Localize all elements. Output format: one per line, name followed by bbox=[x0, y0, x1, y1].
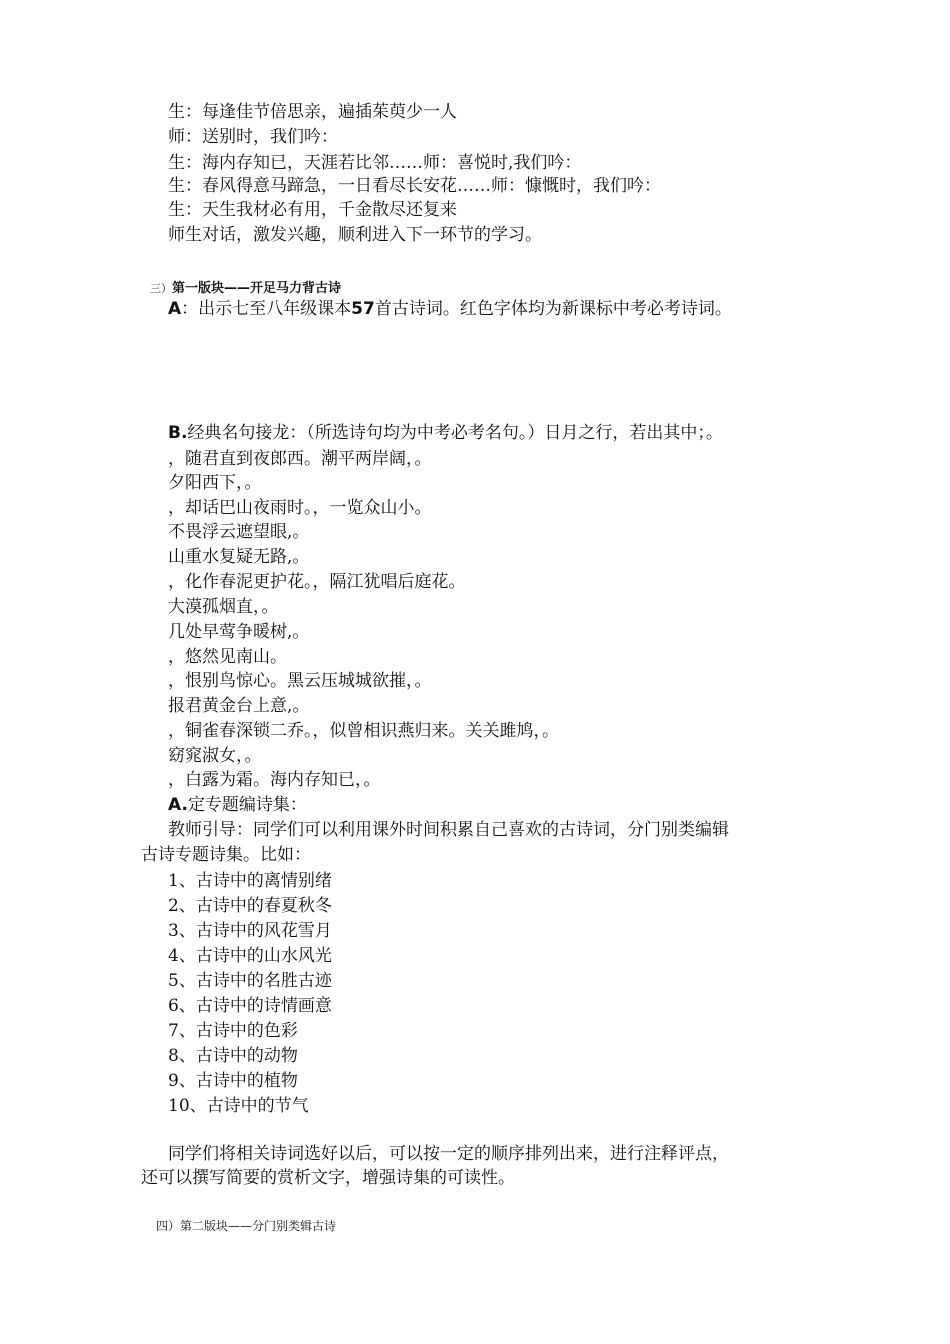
part-a-label: A bbox=[168, 299, 182, 319]
poem-line: ，却话巴山夜雨时。，一览众山小。 bbox=[168, 498, 432, 518]
poem-line: ，铜雀春深锁二乔。，似曾相识燕归来。关关雎鸠，。 bbox=[168, 721, 559, 741]
poem-line: ，恨别鸟惊心。黑云压城城欲摧，。 bbox=[168, 671, 432, 691]
topic-item: 2、古诗中的春夏秋冬 bbox=[168, 896, 332, 916]
teacher-guide-line: 教师引导：同学们可以利用课外时间积累自己喜欢的古诗词，分门别类编辑 bbox=[168, 820, 729, 840]
part-a2-paragraph bbox=[168, 794, 307, 816]
topic-item: 7、古诗中的色彩 bbox=[168, 1021, 298, 1041]
dialogue-line: 生：天生我材必有用，千金散尽还复来 bbox=[168, 200, 457, 220]
part-a-text: ：出示七至八年级课本 bbox=[181, 299, 352, 319]
poem-line: ，悠然见南山。 bbox=[168, 647, 287, 667]
poem-line: 几处早莺争暖树,。 bbox=[168, 622, 310, 642]
section-heading: 四）第二版块——分门别类辑古诗 bbox=[156, 1219, 337, 1233]
part-b-label: B. bbox=[168, 423, 188, 443]
poem-line: ，白露为霜。海内存知已，。 bbox=[168, 770, 381, 790]
poem-line: 报君黄金台上意,。 bbox=[168, 696, 310, 716]
poem-line: 窈窕淑女，。 bbox=[168, 746, 262, 766]
closing-line: 还可以撰写简要的赏析文字，增强诗集的可读性。 bbox=[141, 1168, 515, 1188]
topic-item: 10、古诗中的节气 bbox=[168, 1096, 309, 1116]
part-a-number: 57 bbox=[351, 299, 375, 319]
closing-line: 同学们将相关诗词选好以后，可以按一定的顺序排列出来，进行注释评点， bbox=[168, 1144, 729, 1164]
topic-item: 5、古诗中的名胜古迹 bbox=[168, 971, 332, 991]
part-a-rest: 首古诗词。红色字体均为新课标中考必考诗词。 bbox=[374, 299, 732, 319]
topic-item: 6、古诗中的诗情画意 bbox=[168, 996, 332, 1016]
part-b-paragraph bbox=[168, 422, 723, 444]
dialogue-line: 师：送别时，我们吟： bbox=[168, 127, 338, 147]
topic-item: 1、古诗中的离情别绪 bbox=[168, 871, 332, 891]
dialogue-line: 生：春风得意马蹄急，一日看尽长安花……师：慷慨时，我们吟： bbox=[168, 176, 661, 196]
poem-line: 山重水复疑无路,。 bbox=[168, 547, 310, 567]
part-a-paragraph bbox=[168, 298, 732, 320]
teacher-guide-line: 古诗专题诗集。比如： bbox=[141, 845, 311, 865]
poem-line: 夕阳西下，。 bbox=[168, 473, 262, 493]
topic-item: 3、古诗中的风花雪月 bbox=[168, 921, 332, 941]
part-a2-label: A. bbox=[168, 795, 188, 815]
section-heading bbox=[150, 280, 341, 298]
topic-item: 4、古诗中的山水风光 bbox=[168, 946, 332, 966]
topic-item: 9、古诗中的植物 bbox=[168, 1071, 298, 1091]
section-prefix: 三） bbox=[150, 282, 172, 295]
dialogue-line: 师生对话，激发兴趣，顺利进入下一环节的学习。 bbox=[168, 225, 542, 245]
part-a2-text: 定专题编诗集： bbox=[187, 795, 307, 815]
poem-line: 不畏浮云遮望眼,。 bbox=[168, 522, 310, 542]
topic-item: 8、古诗中的动物 bbox=[168, 1046, 298, 1066]
section-title: 第一版块——开足马力背古诗 bbox=[172, 281, 342, 296]
poem-line: 大漠孤烟直，。 bbox=[168, 597, 279, 617]
part-b-text: 经典名句接龙：（所选诗句均为中考必考名句。）日月之行，若出其中；。 bbox=[187, 423, 723, 443]
poem-line: ，化作春泥更护花。，隔江犹唱后庭花。 bbox=[168, 572, 466, 592]
dialogue-line: 生：海内存知已，天涯若比邻……师：喜悦时,我们吟： bbox=[168, 153, 582, 173]
poem-line: ，随君直到夜郎西。潮平两岸阔，。 bbox=[168, 449, 432, 469]
dialogue-line: 生：每逢佳节倍思亲，遍插茱萸少一人 bbox=[168, 102, 457, 122]
